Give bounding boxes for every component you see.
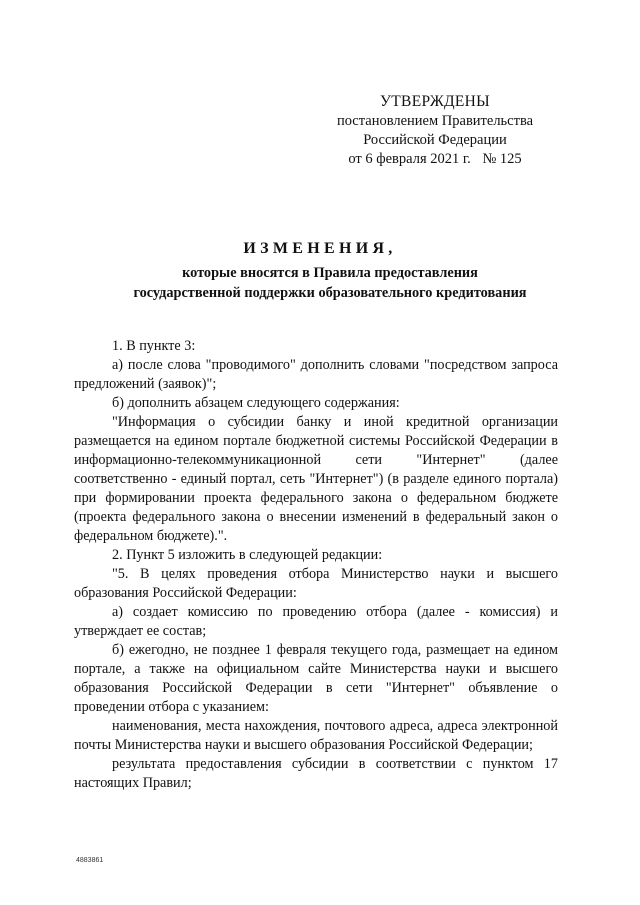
paragraph-10: результата предоставления субсидии в соответствии с пунктом 17 настоящих Правил; (74, 756, 558, 791)
subtitle-line-1: которые вносятся в Правила предоставления (182, 265, 478, 281)
approval-stamp (330, 92, 540, 169)
paragraph-5: 2. Пункт 5 изложить в следующей редакции: (112, 547, 383, 563)
document-code: 4883861 (76, 857, 104, 864)
approval-date-line (330, 150, 540, 169)
approval-line-1: постановлением Правительства (336, 113, 534, 129)
approval-line-2: Российской Федерации (363, 132, 507, 148)
paragraph-9: наименования, места нахождения, почтового адреса, адреса электронной почты Министерства науки и высшего образования Российской Федерации; (74, 718, 558, 753)
approval-number: 125 (499, 151, 522, 167)
document-subtitle (60, 263, 600, 303)
paragraph-1: 1. В пункте 3: (112, 338, 196, 354)
approval-date: от 6 февраля 2021 г. (348, 151, 471, 167)
paragraph-7: а) создает комиссию по проведению отбора (далее - комиссия) и утверждает ее состав; (74, 604, 558, 639)
approval-heading: УТВЕРЖДЕНЫ (380, 93, 490, 110)
paragraph-8: б) ежегодно, не позднее 1 февраля текущего года, размещает на едином портале, а также на официальном сайте Министерства науки и высшего образования Российской Федерации в сети "Интернет" объявление о проведении отбора с указанием: (74, 642, 558, 715)
paragraph-6: "5. В целях проведения отбора Министерство науки и высшего образования Российской Федерации: (74, 566, 558, 601)
approval-number-sign: № (482, 151, 497, 167)
subtitle-line-2: государственной поддержки образовательного кредитования (133, 285, 527, 301)
document-title: ИЗМЕНЕНИЯ, (243, 240, 397, 257)
paragraph-4: "Информация о субсидии банку и иной кредитной организации размещается на едином портале бюджетной системы Российской Федерации в информационно-телекоммуникационной сети "Интернет" (далее соответственно - единый портал, сеть "Интернет") (в разделе единого портала) при формировании проекта федерального закона о федеральном бюджете (проекта федерального закона о внесении изменений в федеральный закон о федеральном бюджете).". (74, 414, 558, 544)
paragraph-3: б) дополнить абзацем следующего содержания: (112, 395, 400, 411)
document-body (74, 337, 558, 793)
paragraph-2: а) после слова "проводимого" дополнить словами "посредством запроса предложений (заявок)"; (74, 357, 558, 392)
